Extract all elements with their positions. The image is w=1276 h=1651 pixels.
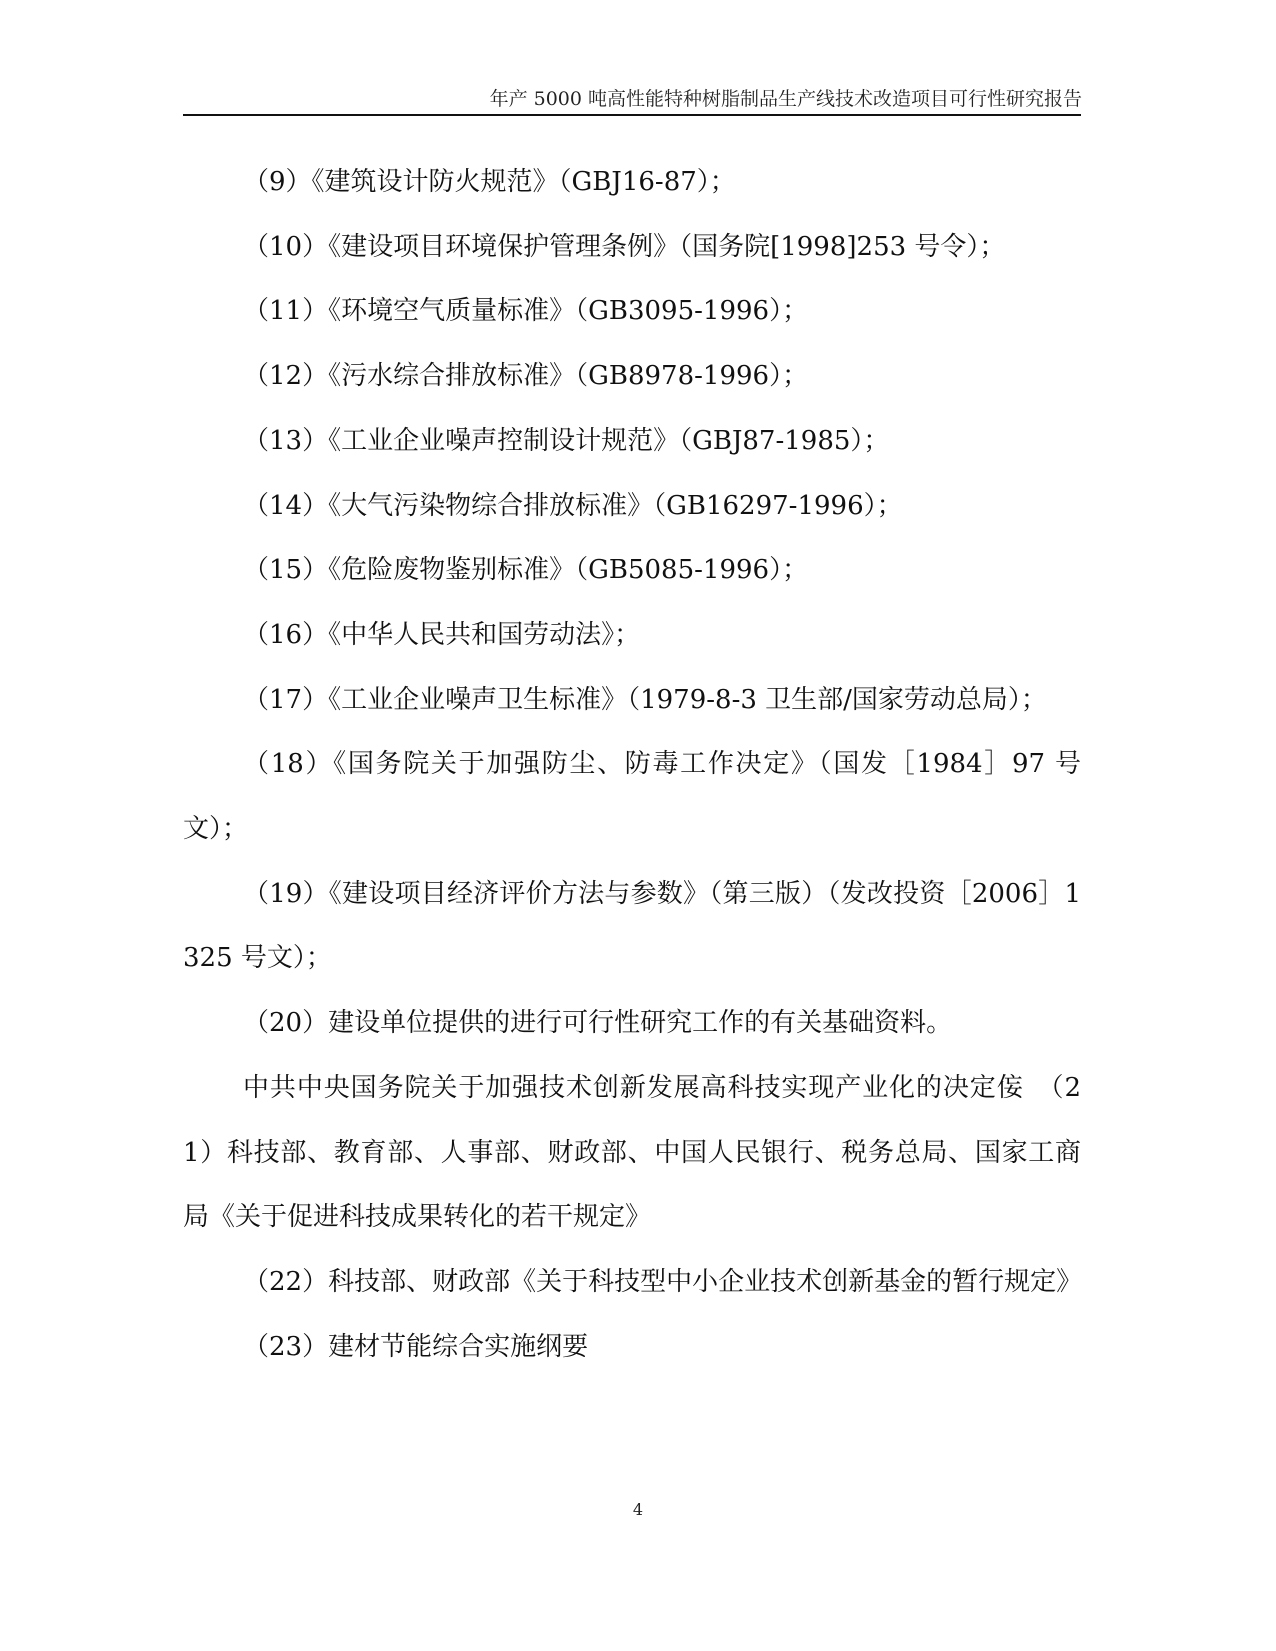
reference-item-17: （17）《工业企业噪声卫生标准》（1979-8-3 卫生部/国家劳动总局）； — [243, 684, 1047, 715]
reference-item-21: 中共中央国务院关于加强技术创新发展高科技实现产业化的决定侫 （21）科技部、教育部、人事部、财政部、中国人民银行、税务总局、国家工商局《关于促进科技成果转化的若干规定》 — [183, 1072, 1081, 1233]
reference-item-20: （20）建设单位提供的进行可行性研究工作的有关基础资料。 — [243, 1008, 953, 1039]
reference-item-9: （9）《建筑设计防火规范》（GBJ16-87）； — [243, 167, 736, 197]
header-rule — [183, 114, 1081, 116]
reference-item-11: （11）《环境空气质量标准》（GB3095-1996）； — [243, 296, 809, 327]
page-number: 4 — [632, 1500, 644, 1519]
reference-item-15: （15）《危险废物鉴别标准》（GB5085-1996）； — [243, 555, 809, 586]
reference-item-16: （16）《中华人民共和国劳动法》； — [243, 619, 641, 650]
reference-item-12: （12）《污水综合排放标准》（GB8978-1996）； — [243, 361, 809, 392]
reference-item-13: （13）《工业企业噪声控制设计规范》（GBJ87-1985）； — [243, 425, 890, 456]
document-body — [183, 150, 1081, 1379]
reference-item-10: （10）《建设项目环境保护管理条例》（国务院[1998]253 号令）； — [243, 231, 1006, 262]
reference-item-14: （14）《大气污染物综合排放标准》（GB16297-1996）； — [243, 490, 903, 521]
reference-item-18: （18）《国务院关于加强防尘、防毒工作决定》（国发［1984］97 号文）； — [183, 749, 1081, 845]
running-header: 年产 5000 吨高性能特种树脂制品生产线技术改造项目可行性研究报告 — [489, 88, 1082, 110]
reference-item-22: （22）科技部、财政部《关于科技型中小企业技术创新基金的暂行规定》 — [243, 1266, 1083, 1297]
reference-item-19: （19）《建设项目经济评价方法与参数》（第三版）（发改投资［2006］1325 号文）； — [183, 878, 1081, 974]
reference-item-23: （23）建材节能综合实施纲要 — [243, 1331, 589, 1362]
